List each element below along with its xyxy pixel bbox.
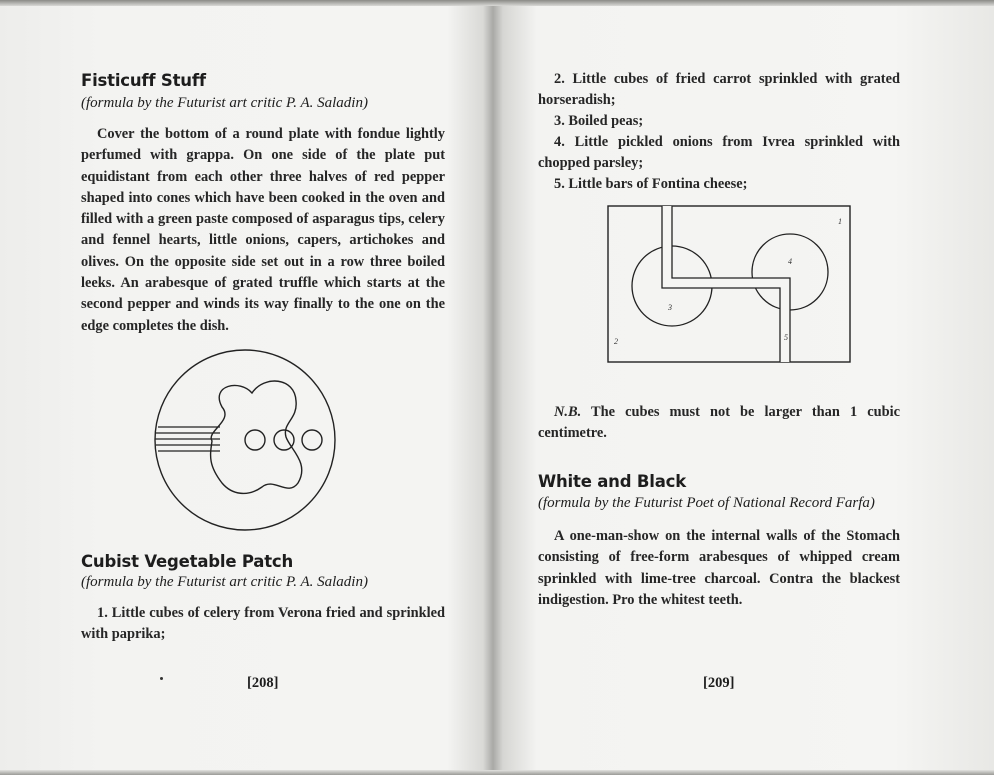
truffle-arabesque [211, 381, 302, 493]
cubist-item-1: 1. Little cubes of celery from Verona fried and sprinkled with paprika; [81, 605, 445, 643]
cubist-item-2: 2. Little cubes of fried carrot sprinkled with grated horseradish; [538, 71, 900, 109]
right-page [500, 0, 994, 775]
fisticuff-subtitle: (formula by the Futurist art critic P. A. Saladin) [81, 95, 368, 111]
nb-text: The cubes must not be larger than 1 cubic centimetre. [538, 404, 900, 442]
cubist-item-4: 4. Little pickled onions from Ivrea sprinkled with chopped parsley; [538, 134, 900, 172]
page-number-right: [209] [703, 675, 735, 691]
pepper-1 [245, 430, 265, 450]
print-speck [160, 677, 163, 680]
left-page [0, 0, 490, 775]
pepper-2 [274, 430, 294, 450]
pepper-3 [302, 430, 322, 450]
cubist-item-3: 3. Boiled peas; [554, 113, 644, 129]
nb-label: N.B. [554, 404, 582, 420]
vegetable-patch-figure [606, 204, 852, 366]
figure-label-1: 1 [838, 217, 842, 226]
nb-note [538, 402, 900, 445]
figure-label-3: 3 [668, 303, 672, 312]
figure-label-4: 4 [788, 257, 792, 266]
fisticuff-title: Fisticuff Stuff [81, 71, 206, 90]
cubist-item-5: 5. Little bars of Fontina cheese; [554, 176, 748, 192]
fisticuff-plate-figure [150, 345, 340, 535]
page-number-left: [208] [247, 675, 279, 691]
fisticuff-body: Cover the bottom of a round plate with fondue lightly perfumed with grappa. On one side of the plate put equidistant from each other three halves of red pepper shaped into cones which have been cooked in the oven and filled with a green paste composed of asparagus tips, celery and fennel hearts, little onions, capers, artichokes and olives. On the opposite side set out in a row three boiled leeks. An arabesque of grated truffle which starts at the second pepper and winds its way finally to the one on the edge completes the dish. [81, 126, 445, 334]
cubist-subtitle: (formula by the Futurist art critic P. A. Saladin) [81, 574, 368, 590]
figure-label-2: 2 [614, 337, 618, 346]
white-black-body: A one-man-show on the internal walls of the Stomach consisting of free-form arabesques of whipped cream sprinkled with lime-tree charcoal. Contra the blackest indigestion. Pro the whitest teeth. [538, 528, 900, 608]
patch-bar-mask-1 [662, 206, 672, 286]
white-black-subtitle: (formula by the Futurist Poet of National Record Farfa) [538, 495, 875, 511]
figure-label-5: 5 [784, 333, 788, 342]
patch-bar-mask-3 [780, 278, 790, 362]
cubist-title: Cubist Vegetable Patch [81, 552, 294, 571]
leeks-row [155, 427, 220, 451]
patch-bar-mask-2 [662, 278, 790, 288]
white-black-title: White and Black [538, 472, 686, 491]
